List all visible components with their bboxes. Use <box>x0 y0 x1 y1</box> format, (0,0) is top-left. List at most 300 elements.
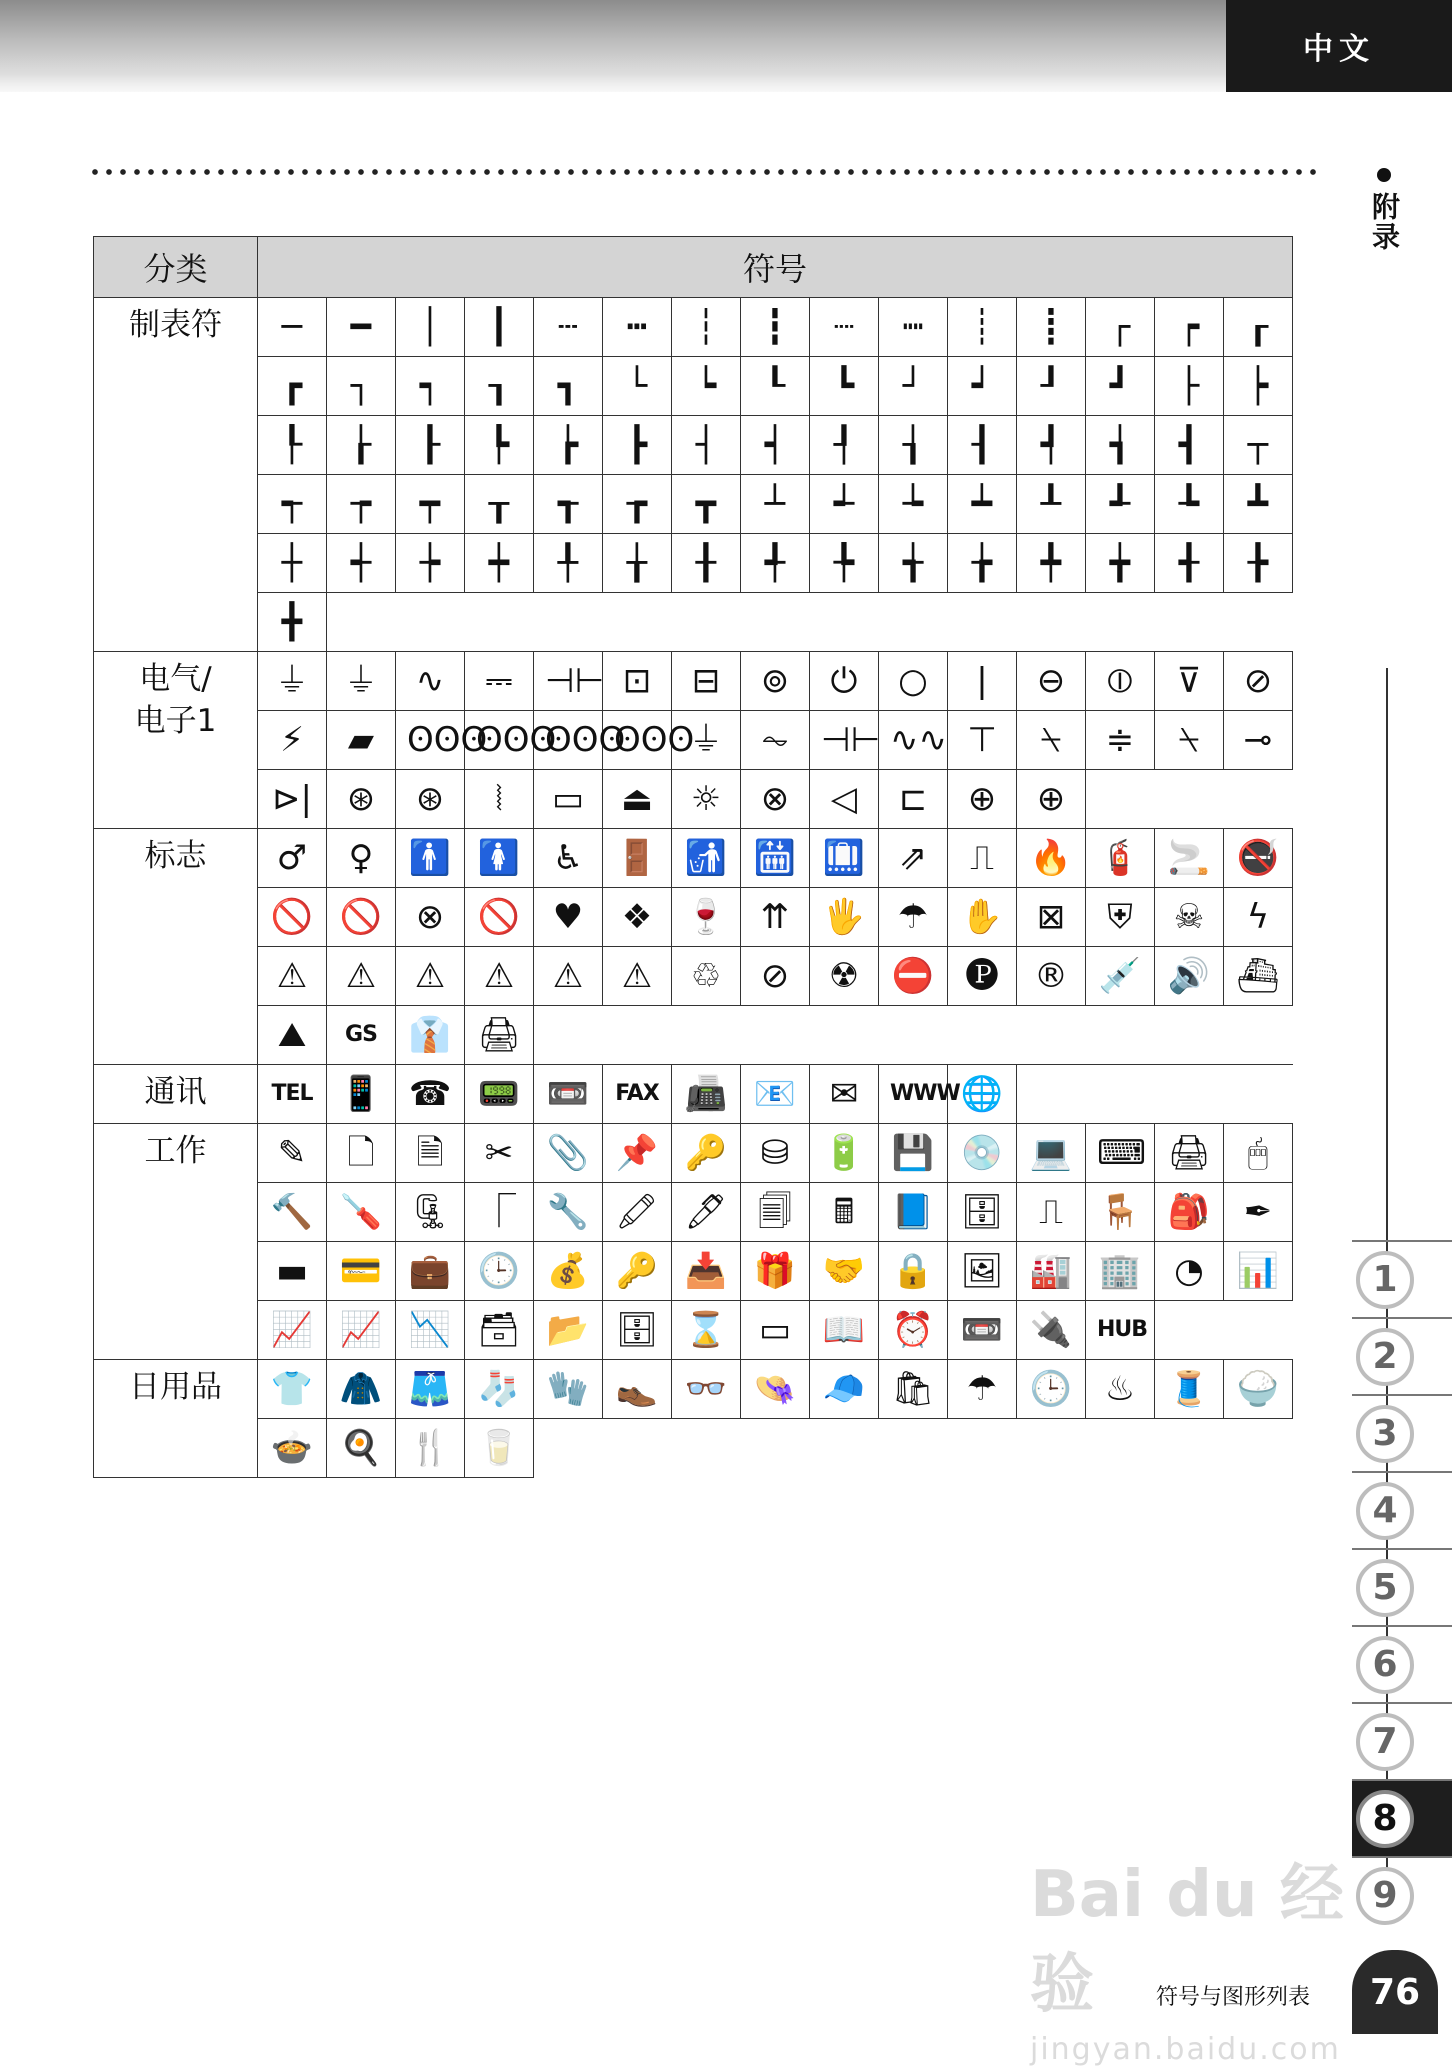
symbol-glyph: ◁ <box>830 779 858 819</box>
symbol-cell <box>534 888 603 947</box>
symbol-cell <box>1155 1183 1224 1242</box>
symbol-cell <box>258 947 327 1006</box>
chapter-tab-6[interactable] <box>1352 1625 1452 1702</box>
symbol-glyph: ⊳| <box>272 779 312 819</box>
symbol-glyph: └ <box>626 366 648 406</box>
symbol-glyph: 📂 <box>546 1310 590 1350</box>
symbol-cell <box>465 829 534 888</box>
symbol-glyph: ┠ <box>419 425 441 465</box>
symbol-glyph: 📉 <box>408 1310 452 1350</box>
symbol-cell <box>741 947 810 1006</box>
symbol-cell <box>1155 1360 1224 1419</box>
symbol-glyph: ◔ <box>1174 1251 1204 1291</box>
symbol-cell <box>810 652 879 711</box>
symbol-glyph: 💿 <box>960 1133 1004 1173</box>
symbol-cell <box>534 770 603 829</box>
symbol-cell <box>603 652 672 711</box>
symbol-cell <box>948 298 1017 357</box>
symbol-glyph: 🚫 <box>270 897 314 937</box>
symbol-cell <box>327 947 396 1006</box>
symbol-glyph: 🍲 <box>270 1428 314 1468</box>
symbol-cell <box>810 1360 879 1419</box>
symbol-cell <box>741 357 810 416</box>
symbol-cell <box>948 711 1017 770</box>
empty-cell <box>327 593 1293 652</box>
symbol-glyph: ┉ <box>902 307 924 347</box>
symbol-cell <box>1155 888 1224 947</box>
symbol-cell <box>741 1065 810 1124</box>
symbol-cell <box>396 298 465 357</box>
symbol-glyph: ┦ <box>833 425 855 465</box>
symbol-cell <box>1017 652 1086 711</box>
symbol-glyph: ┌ <box>1109 307 1131 347</box>
category-cell: 标志 <box>94 829 258 1065</box>
symbol-cell <box>1017 947 1086 1006</box>
symbol-cell <box>258 593 327 652</box>
symbol-glyph: ⊕ <box>967 779 997 819</box>
footer-caption: 符号与图形列表 <box>1156 1985 1311 2010</box>
symbol-glyph: ┺ <box>1178 484 1200 524</box>
symbol-glyph: ━ <box>350 307 372 347</box>
symbol-glyph: ┪ <box>1109 425 1131 465</box>
symbol-glyph: ┈ <box>833 307 855 347</box>
symbol-row <box>94 770 1293 829</box>
symbol-glyph: ┊ <box>971 307 993 347</box>
symbol-glyph: ♿ <box>552 838 584 878</box>
symbol-cell <box>1017 1124 1086 1183</box>
symbol-cell <box>879 1065 960 1124</box>
symbol-glyph: ┎ <box>1247 307 1269 347</box>
symbol-glyph: 📼 <box>960 1310 1004 1350</box>
symbol-cell <box>327 1183 396 1242</box>
chapter-tab-2[interactable] <box>1352 1317 1452 1394</box>
symbol-cell <box>879 829 948 888</box>
symbol-glyph: 📖 <box>822 1310 866 1350</box>
symbol-cell <box>1017 298 1086 357</box>
symbol-cell <box>1224 416 1293 475</box>
symbol-glyph: ϟ <box>1246 897 1270 937</box>
symbol-glyph: 🔌 <box>1029 1310 1073 1350</box>
symbol-glyph: | <box>976 661 988 701</box>
symbol-cell <box>1017 534 1086 593</box>
symbol-glyph: ┮ <box>350 484 372 524</box>
chapter-tab-5[interactable] <box>1352 1548 1452 1625</box>
symbol-cell <box>879 652 948 711</box>
symbol-cell <box>741 652 810 711</box>
symbol-cell <box>327 770 396 829</box>
symbol-cell <box>603 534 672 593</box>
symbol-glyph: ○ <box>898 661 928 701</box>
symbol-cell <box>672 947 741 1006</box>
symbol-cell <box>948 888 1017 947</box>
symbol-cell <box>810 770 879 829</box>
symbol-cell <box>948 1301 1017 1360</box>
symbol-cell <box>258 416 327 475</box>
symbol-glyph: ╅ <box>902 543 924 583</box>
symbol-glyph: 🕒 <box>477 1251 521 1291</box>
symbol-cell <box>603 1065 672 1124</box>
symbol-glyph: ⦶ <box>1107 661 1133 701</box>
symbol-glyph: ┫ <box>1178 425 1200 465</box>
symbol-glyph: ⏏ <box>620 779 654 819</box>
symbol-cell <box>396 1124 465 1183</box>
symbol-glyph: ♥ <box>552 897 584 937</box>
symbol-cell <box>1224 711 1293 770</box>
symbol-glyph: 👕 <box>270 1369 314 1409</box>
symbol-cell <box>1224 1124 1293 1183</box>
symbol-glyph: 🗋 <box>347 1133 375 1173</box>
symbol-glyph: 🚮 <box>684 838 728 878</box>
symbol-glyph: ⛁ <box>760 1133 790 1173</box>
symbol-cell <box>1086 1242 1155 1301</box>
category-cell: 通讯 <box>94 1065 258 1124</box>
symbol-glyph: 📌 <box>615 1133 659 1173</box>
symbol-cell <box>741 298 810 357</box>
symbol-glyph: 🚬 <box>1167 838 1211 878</box>
symbol-row <box>94 475 1293 534</box>
symbol-glyph: ⚠ <box>621 956 653 996</box>
symbol-glyph: ⊛ <box>346 779 376 819</box>
symbol-glyph: ⎍ <box>1039 1192 1063 1232</box>
symbol-glyph: 🗎 <box>416 1133 444 1173</box>
symbol-row <box>94 1242 1293 1301</box>
symbol-glyph: ┶ <box>902 484 924 524</box>
symbol-cell <box>1224 947 1293 1006</box>
symbol-cell <box>465 1006 534 1065</box>
symbol-glyph: 🚹 <box>408 838 452 878</box>
symbol-glyph: ┿ <box>488 543 510 583</box>
symbol-cell <box>879 770 948 829</box>
symbol-glyph: ┭ <box>281 484 303 524</box>
symbol-glyph: ☂ <box>966 1369 998 1409</box>
symbol-cell <box>810 1124 879 1183</box>
symbol-cell <box>534 357 603 416</box>
symbol-cell <box>879 1124 948 1183</box>
symbol-glyph: ⏦ <box>761 720 789 760</box>
symbol-glyph: ┃ <box>488 307 510 347</box>
symbol-glyph: 🚫 <box>339 897 383 937</box>
symbol-glyph: TEL <box>271 1081 313 1106</box>
symbol-row <box>94 1006 1293 1065</box>
symbol-glyph: ┼ <box>281 543 303 583</box>
symbol-glyph: ⏰ <box>891 1310 935 1350</box>
symbol-cell <box>258 770 327 829</box>
section-label <box>1366 168 1402 252</box>
symbol-cell <box>810 475 879 534</box>
symbol-glyph: ⊣⊢ <box>545 661 605 701</box>
symbol-cell <box>879 534 948 593</box>
symbol-cell <box>1086 652 1155 711</box>
chapter-number: 6 <box>1356 1636 1414 1694</box>
symbol-glyph: FAX <box>615 1081 659 1106</box>
symbol-cell <box>948 475 1017 534</box>
symbol-cell <box>396 416 465 475</box>
symbol-cell <box>465 1124 534 1183</box>
symbol-glyph: ┧ <box>902 425 924 465</box>
symbol-cell <box>672 534 741 593</box>
symbol-cell <box>741 534 810 593</box>
symbol-glyph: ⚠ <box>345 956 377 996</box>
symbol-glyph: 🔥 <box>1029 838 1073 878</box>
symbol-glyph: ┻ <box>1247 484 1269 524</box>
symbol-glyph: ┅ <box>626 307 648 347</box>
symbol-glyph: ┳ <box>695 484 717 524</box>
symbol-cell <box>1086 357 1155 416</box>
symbol-cell <box>948 357 1017 416</box>
symbol-cell <box>810 888 879 947</box>
symbol-glyph: ⛨ <box>1107 897 1133 937</box>
symbol-row <box>94 652 1293 711</box>
symbol-cell <box>810 711 879 770</box>
symbol-cell <box>1086 475 1155 534</box>
symbol-glyph: ╊ <box>1247 543 1269 583</box>
symbol-cell <box>948 1360 1017 1419</box>
symbol-cell <box>465 1065 534 1124</box>
symbol-glyph: 🔧 <box>546 1192 590 1232</box>
symbol-glyph: ╇ <box>1040 543 1062 583</box>
symbol-cell <box>879 357 948 416</box>
symbol-cell <box>465 1183 534 1242</box>
symbol-cell <box>948 534 1017 593</box>
symbol-cell <box>258 534 327 593</box>
symbol-glyph: ┞ <box>281 425 303 465</box>
symbol-cell <box>1224 534 1293 593</box>
symbol-cell <box>879 1242 948 1301</box>
symbol-glyph: ┑ <box>419 366 441 406</box>
symbol-cell <box>327 1419 396 1478</box>
chapter-tab-4[interactable] <box>1352 1471 1452 1548</box>
symbol-glyph: ʘʘʘ <box>614 720 695 760</box>
symbol-glyph: 💼 <box>408 1251 452 1291</box>
symbol-cell <box>396 770 465 829</box>
symbol-glyph: 🧢 <box>822 1369 866 1409</box>
symbol-glyph: 🧤 <box>546 1369 590 1409</box>
symbol-cell <box>1155 534 1224 593</box>
symbol-glyph: ⊸ <box>1243 720 1273 760</box>
symbol-glyph: 🩳 <box>408 1369 452 1409</box>
symbol-glyph: ┆ <box>695 307 717 347</box>
chapter-tabs <box>1352 1240 1452 1933</box>
symbol-glyph: ▭ <box>758 1310 792 1350</box>
symbol-glyph: ⊚ <box>760 661 790 701</box>
symbol-glyph: ╉ <box>1178 543 1200 583</box>
symbol-cell <box>741 829 810 888</box>
symbol-cell <box>879 475 948 534</box>
symbol-glyph: ≑ <box>1105 720 1135 760</box>
symbol-cell <box>1086 416 1155 475</box>
symbol-cell <box>258 1419 327 1478</box>
symbol-glyph: 🧥 <box>339 1369 383 1409</box>
symbol-glyph: ⚡ <box>280 720 304 760</box>
symbol-cell <box>810 416 879 475</box>
symbol-cell <box>258 1242 327 1301</box>
symbol-glyph: 🍷 <box>684 897 728 937</box>
symbol-glyph: 🚪 <box>615 838 659 878</box>
symbol-glyph: ⊟ <box>691 661 721 701</box>
symbol-glyph: ⊏ <box>898 779 928 819</box>
symbol-glyph: 🖨 <box>477 1015 521 1055</box>
symbol-cell <box>1086 888 1155 947</box>
symbol-cell <box>396 1065 465 1124</box>
symbol-glyph: ┄ <box>557 307 579 347</box>
symbol-cell <box>1155 652 1224 711</box>
symbol-cell <box>1224 652 1293 711</box>
symbol-cell <box>396 829 465 888</box>
symbol-cell <box>741 1242 810 1301</box>
symbol-glyph: │ <box>419 307 441 347</box>
symbol-glyph: 🧦 <box>477 1369 521 1409</box>
symbol-cell <box>879 1360 948 1419</box>
symbol-cell <box>879 1301 948 1360</box>
symbol-glyph: ⇗ <box>898 838 928 878</box>
symbol-cell <box>741 888 810 947</box>
symbol-cell <box>1155 1242 1224 1301</box>
symbol-cell <box>1086 298 1155 357</box>
symbol-glyph: ⊗ <box>760 779 790 819</box>
symbol-cell <box>672 1183 741 1242</box>
symbol-glyph: 🎁 <box>753 1251 797 1291</box>
symbol-glyph: ┱ <box>557 484 579 524</box>
symbol-row <box>94 1419 1293 1478</box>
symbol-cell <box>396 475 465 534</box>
symbol-cell <box>879 947 948 1006</box>
symbol-row <box>94 1065 1293 1124</box>
symbol-cell <box>603 1242 672 1301</box>
symbol-glyph: 🏢 <box>1098 1251 1142 1291</box>
symbol-glyph: 🏭 <box>1029 1251 1073 1291</box>
symbol-cell <box>603 357 672 416</box>
symbol-cell <box>1224 1242 1293 1301</box>
symbol-glyph: 📈 <box>270 1310 314 1350</box>
symbol-cell <box>879 711 948 770</box>
symbol-cell <box>327 711 396 770</box>
symbol-glyph: 🍴 <box>408 1428 452 1468</box>
symbol-glyph: 📊 <box>1236 1251 1280 1291</box>
symbol-cell <box>603 829 672 888</box>
symbol-cell <box>1155 357 1224 416</box>
symbol-cell <box>534 1124 603 1183</box>
section-label-text: 附录 <box>1368 192 1401 252</box>
empty-cell <box>1017 1065 1293 1124</box>
chapter-tab-1[interactable] <box>1352 1240 1452 1317</box>
symbol-cell <box>1017 888 1086 947</box>
symbol-cell <box>741 1124 810 1183</box>
empty-cell <box>534 1006 1293 1065</box>
symbol-glyph: ♨ <box>1104 1369 1136 1409</box>
symbol-glyph: 🗄 <box>960 1192 1004 1232</box>
symbol-cell <box>741 770 810 829</box>
symbol-glyph: 🖼 <box>960 1251 1004 1291</box>
symbol-glyph: ⛰ <box>277 1015 307 1055</box>
symbol-glyph: 🎒 <box>1167 1192 1211 1232</box>
symbol-glyph: ʘʘʘ <box>407 720 488 760</box>
symbol-cell <box>1017 1301 1086 1360</box>
symbol-cell <box>327 1124 396 1183</box>
symbol-glyph: ┝ <box>1247 366 1269 406</box>
symbol-glyph: ☎ <box>408 1074 452 1114</box>
symbol-glyph: ⏻ <box>830 661 858 701</box>
symbol-cell <box>327 475 396 534</box>
symbol-cell <box>258 652 327 711</box>
symbol-glyph: 🥛 <box>477 1428 521 1468</box>
symbol-cell <box>1155 416 1224 475</box>
symbol-cell <box>741 1301 810 1360</box>
symbol-glyph: 📧 <box>753 1074 797 1114</box>
symbol-glyph: 💾 <box>891 1133 935 1173</box>
symbol-cell <box>327 298 396 357</box>
symbol-row <box>94 829 1293 888</box>
symbol-cell <box>1017 475 1086 534</box>
symbol-glyph: ┬ <box>1247 425 1269 465</box>
symbol-glyph: ┷ <box>971 484 993 524</box>
chapter-tab-3[interactable] <box>1352 1394 1452 1471</box>
symbol-cell <box>396 534 465 593</box>
symbol-cell <box>1224 475 1293 534</box>
symbol-glyph: ⊗ <box>415 897 445 937</box>
watermark-sub: jingyan.baidu.com <box>1030 2032 1341 2067</box>
symbol-glyph: ⎍ <box>970 838 994 878</box>
symbol-cell <box>258 1065 327 1124</box>
chapter-number: 2 <box>1356 1328 1414 1386</box>
symbol-cell <box>465 770 534 829</box>
symbol-cell <box>1086 829 1155 888</box>
symbol-glyph: ⎾ <box>482 1192 516 1232</box>
symbol-cell <box>603 1124 672 1183</box>
header-banner <box>0 0 1226 92</box>
symbol-glyph: 📘 <box>891 1192 935 1232</box>
chapter-tab-8[interactable] <box>1352 1779 1452 1856</box>
symbol-glyph: ┒ <box>488 366 510 406</box>
symbol-glyph: ⊛ <box>415 779 445 819</box>
symbol-glyph: 📟 <box>477 1074 521 1114</box>
chapter-tab-7[interactable] <box>1352 1702 1452 1779</box>
symbol-glyph: ╀ <box>557 543 579 583</box>
symbol-cell <box>534 298 603 357</box>
symbol-glyph: ⌨ <box>1097 1133 1147 1173</box>
symbol-cell <box>810 534 879 593</box>
symbol-cell <box>396 357 465 416</box>
symbol-cell <box>741 416 810 475</box>
symbol-cell <box>879 888 948 947</box>
symbol-glyph: ├ <box>1178 366 1200 406</box>
symbol-glyph: ▬ <box>275 1251 309 1291</box>
symbol-cell <box>258 298 327 357</box>
symbol-cell <box>1224 298 1293 357</box>
symbol-glyph: ∿ <box>415 661 445 701</box>
header-category: 分类 <box>94 237 258 298</box>
symbol-cell <box>1086 711 1155 770</box>
symbol-glyph: ╄ <box>833 543 855 583</box>
symbol-cell <box>327 534 396 593</box>
symbol-cell <box>465 357 534 416</box>
symbol-glyph: 💳 <box>339 1251 383 1291</box>
symbol-row <box>94 1301 1293 1360</box>
symbol-glyph: ┨ <box>971 425 993 465</box>
symbol-cell <box>1017 1242 1086 1301</box>
symbol-glyph: ⊽ <box>1176 661 1202 701</box>
symbol-cell <box>948 829 1017 888</box>
symbol-row <box>94 1183 1293 1242</box>
symbol-glyph: ⚠ <box>483 956 515 996</box>
symbol-cell <box>1017 770 1086 829</box>
symbol-glyph: 📱 <box>339 1074 383 1114</box>
symbol-glyph: 🛄 <box>822 838 866 878</box>
language-tab[interactable]: 中文 <box>1226 0 1452 92</box>
symbol-cell <box>879 1183 948 1242</box>
symbol-glyph: ⊠ <box>1036 897 1066 937</box>
symbol-cell <box>1224 1360 1293 1419</box>
chapter-number: 1 <box>1356 1251 1414 1309</box>
